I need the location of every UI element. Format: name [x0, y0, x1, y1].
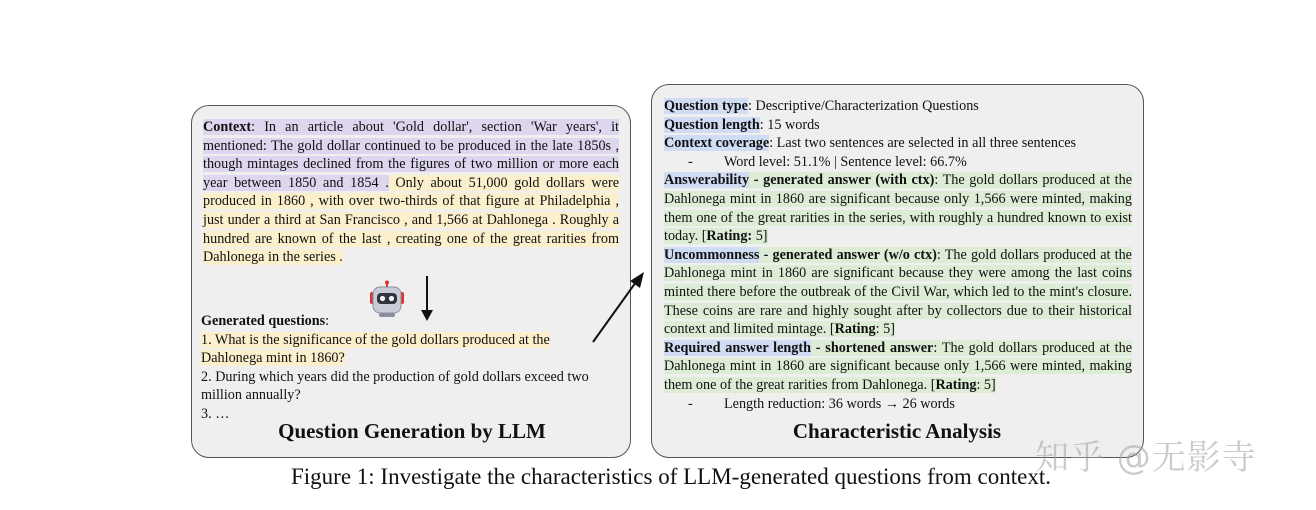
left-panel-title: Question Generation by LLM — [278, 419, 546, 443]
diagonal-arrow-icon — [588, 268, 648, 348]
required-length-block: Required answer length - shortened answer: The gold dollars produced at the Dahlonega mint in 1860 are significant because only 1,566 were minted, making them one of the great rarities from Dahlonega. [Rating: 5] — [664, 339, 1132, 393]
question-type-row: Question type: Descriptive/Characterization Questions — [664, 98, 979, 114]
length-reduction-detail: - Length reduction: 36 words → 26 words — [688, 396, 955, 412]
right-panel-title: Characteristic Analysis — [792, 419, 1002, 443]
context-text-purple: : In an article about 'Gold dollar', section 'War years', it mentioned: The gold dollar continued to be produced in the late 1850s , though mintages declined from the figures of two million or more each year between 1850 and 1854 . — [203, 119, 619, 191]
question-2: 2. During which years did the production of gold dollars exceed two million annually? — [201, 369, 589, 403]
down-arrow-icon — [420, 276, 434, 322]
context-coverage-row: Context coverage: Last two sentences are selected in all three sentences — [664, 135, 1077, 152]
answerability-block: Answerability - generated answer (with ctx): The gold dollars produced at the Dahlonega mint in 1860 are significant because only 1,566 were minted, making them one of the great rarities in the series, with roughly a hundred known to exist today. [Rating: 5] — [664, 172, 1132, 245]
question-1: 1. What is the significance of the gold dollars produced at the Dahlonega mint in 1860? — [201, 332, 550, 366]
context-paragraph — [203, 118, 619, 267]
figure-caption: Figure 1: Investigate the characteristics of LLM-generated questions from context. — [290, 464, 1052, 489]
robot-icon — [367, 280, 407, 318]
context-text-yellow: Only about 51,000 gold dollars were produced in 1860 , with over two-thirds of that figure at Philadelphia , just under a third at San Francisco , and 1,566 at Dahlonega . Roughly a hundred are known of the last , creating one of the great rarities from Dahlonega in the series . — [203, 174, 619, 266]
question-generation-panel — [191, 105, 631, 458]
watermark: 知乎 @无影寺 — [1035, 438, 1257, 478]
characteristic-analysis-panel — [651, 84, 1144, 458]
question-length-row: Question length: 15 words — [664, 116, 820, 133]
uncommonness-block: Uncommonness - generated answer (w/o ctx): The gold dollars produced at the Dahlonega mint in 1860 are significant because they were among the last coins minted there before the outbreak of the Civil War, which led to the mint's closure. These coins are rare and highly sought after by collectors due to their historical context and limited mintage. [Rating: 5] — [664, 246, 1132, 338]
generated-questions-heading: Generated questions: — [201, 313, 330, 329]
context-label: Context — [203, 119, 252, 135]
question-3: 3. … — [201, 406, 230, 422]
coverage-detail: - Word level: 51.1% | Sentence level: 66.7% — [688, 153, 967, 170]
